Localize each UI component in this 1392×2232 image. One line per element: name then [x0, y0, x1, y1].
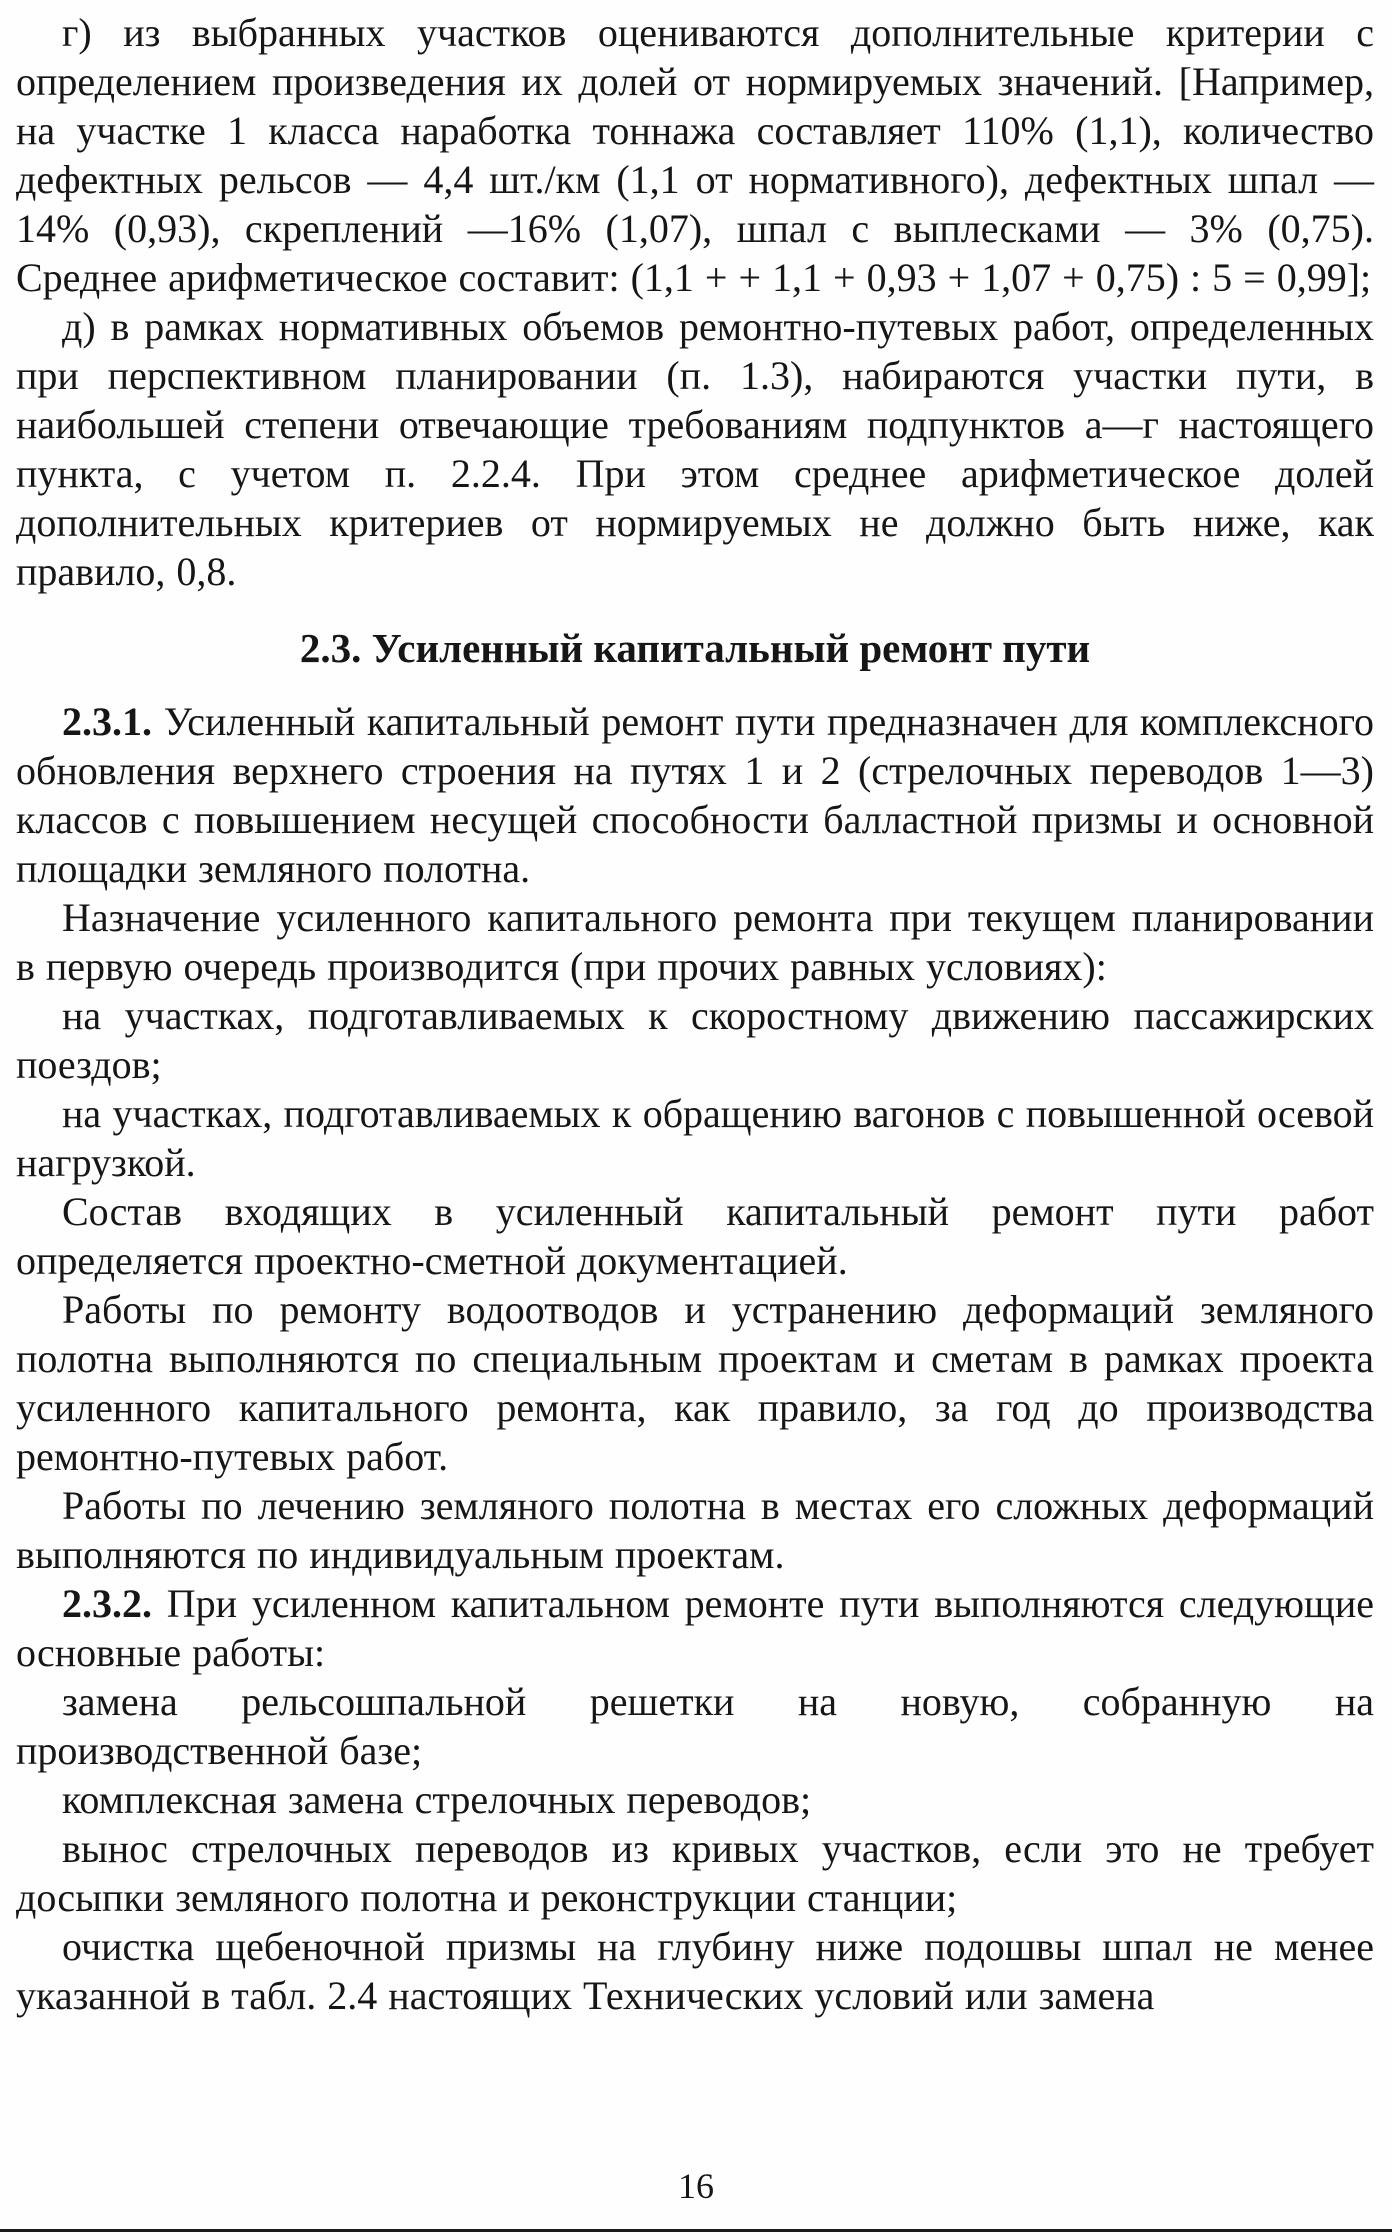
paragraph-clause-g [16, 8, 1374, 302]
paragraph [16, 1285, 1374, 1481]
paragraph [16, 893, 1374, 991]
paragraph-clause-d [16, 302, 1374, 596]
clause-number: 2.3.2. [62, 1581, 152, 1626]
paragraph-text: г) из выбранных участков оцениваются дополнительные критерии с определением произведения их долей от нормируемых значений. [Например, на участке 1 класса наработка тоннажа составляет 110% (1,1), количество дефектных рельсов — 4,4 шт./км (1,1 от нормативного), дефектных шпал — 14% (0,93), скреплений —16% (1,07), шпал с выплесками — 3% (0,75). Среднее арифметическое составит: (1,1 + + 1,1 + 0,93 + 1,07 + 0,75) : 5 = 0,99]; [16, 10, 1374, 300]
paragraph [16, 1089, 1374, 1187]
paragraph-2-3-2 [16, 1579, 1374, 1677]
paragraph-text: замена рельсошпальной решетки на новую, собранную на производственной базе; [16, 1679, 1374, 1773]
paragraph [16, 1824, 1374, 1922]
paragraph [16, 1677, 1374, 1775]
paragraph-2-3-1 [16, 697, 1374, 893]
clause-number: 2.3.1. [62, 699, 152, 744]
section-heading: 2.3. Усиленный капитальный ремонт пути [299, 625, 1091, 671]
paragraph-text: на участках, подготавливаемых к скоростному движению пассажирских поездов; [16, 993, 1374, 1087]
paragraph-text: очистка щебеночной призмы на глубину ниже подошвы шпал не менее указанной в табл. 2.4 настоящих Технических условий или замена [16, 1924, 1374, 2018]
paragraph-text: Состав входящих в усиленный капитальный ремонт пути работ определяется проектно-сметной документацией. [16, 1189, 1374, 1283]
paragraph [16, 1187, 1374, 1285]
paragraph [16, 1481, 1374, 1579]
paragraph-text: Работы по лечению земляного полотна в местах его сложных деформаций выполняются по индивидуальным проектам. [16, 1483, 1374, 1577]
paragraph-text: на участках, подготавливаемых к обращению вагонов с повышенной осевой нагрузкой. [16, 1091, 1374, 1185]
paragraph-text: д) в рамках нормативных объемов ремонтно-путевых работ, определенных при перспективном планировании (п. 1.3), набираются участки пути, в наибольшей степени отвечающие требованиям подпунктов а—г настоящего пункта, с учетом п. 2.2.4. При этом среднее арифметическое долей дополнительных критериев от нормируемых не должно быть ниже, как правило, 0,8. [16, 304, 1374, 594]
paragraph-text: Работы по ремонту водоотводов и устранению деформаций земляного полотна выполняются по специальным проектам и сметам в рамках проекта усиленного капитального ремонта, как правило, за год до производства ремонтно-путевых работ. [16, 1287, 1374, 1479]
paragraph-text: Усиленный капитальный ремонт пути предназначен для комплексного обновления верхнего строения на путях 1 и 2 (стрелочных переводов 1—3) классов с повышением несущей способности балластной призмы и основной площадки земляного полотна. [16, 699, 1374, 891]
paragraph-text: Назначение усиленного капитального ремонта при текущем планировании в первую очередь производится (при прочих равных условиях): [16, 895, 1374, 989]
paragraph [16, 1775, 1374, 1824]
paragraph-text: комплексная замена стрелочных переводов; [62, 1777, 812, 1822]
paragraph [16, 991, 1374, 1089]
paragraph-text: вынос стрелочных переводов из кривых участков, если это не требует досыпки земляного полотна и реконструкции станции; [16, 1826, 1374, 1920]
paragraph-text: При усиленном капитальном ремонте пути выполняются следующие основные работы: [16, 1581, 1374, 1675]
page-number: 16 [678, 2166, 714, 2206]
paragraph [16, 1922, 1374, 2020]
